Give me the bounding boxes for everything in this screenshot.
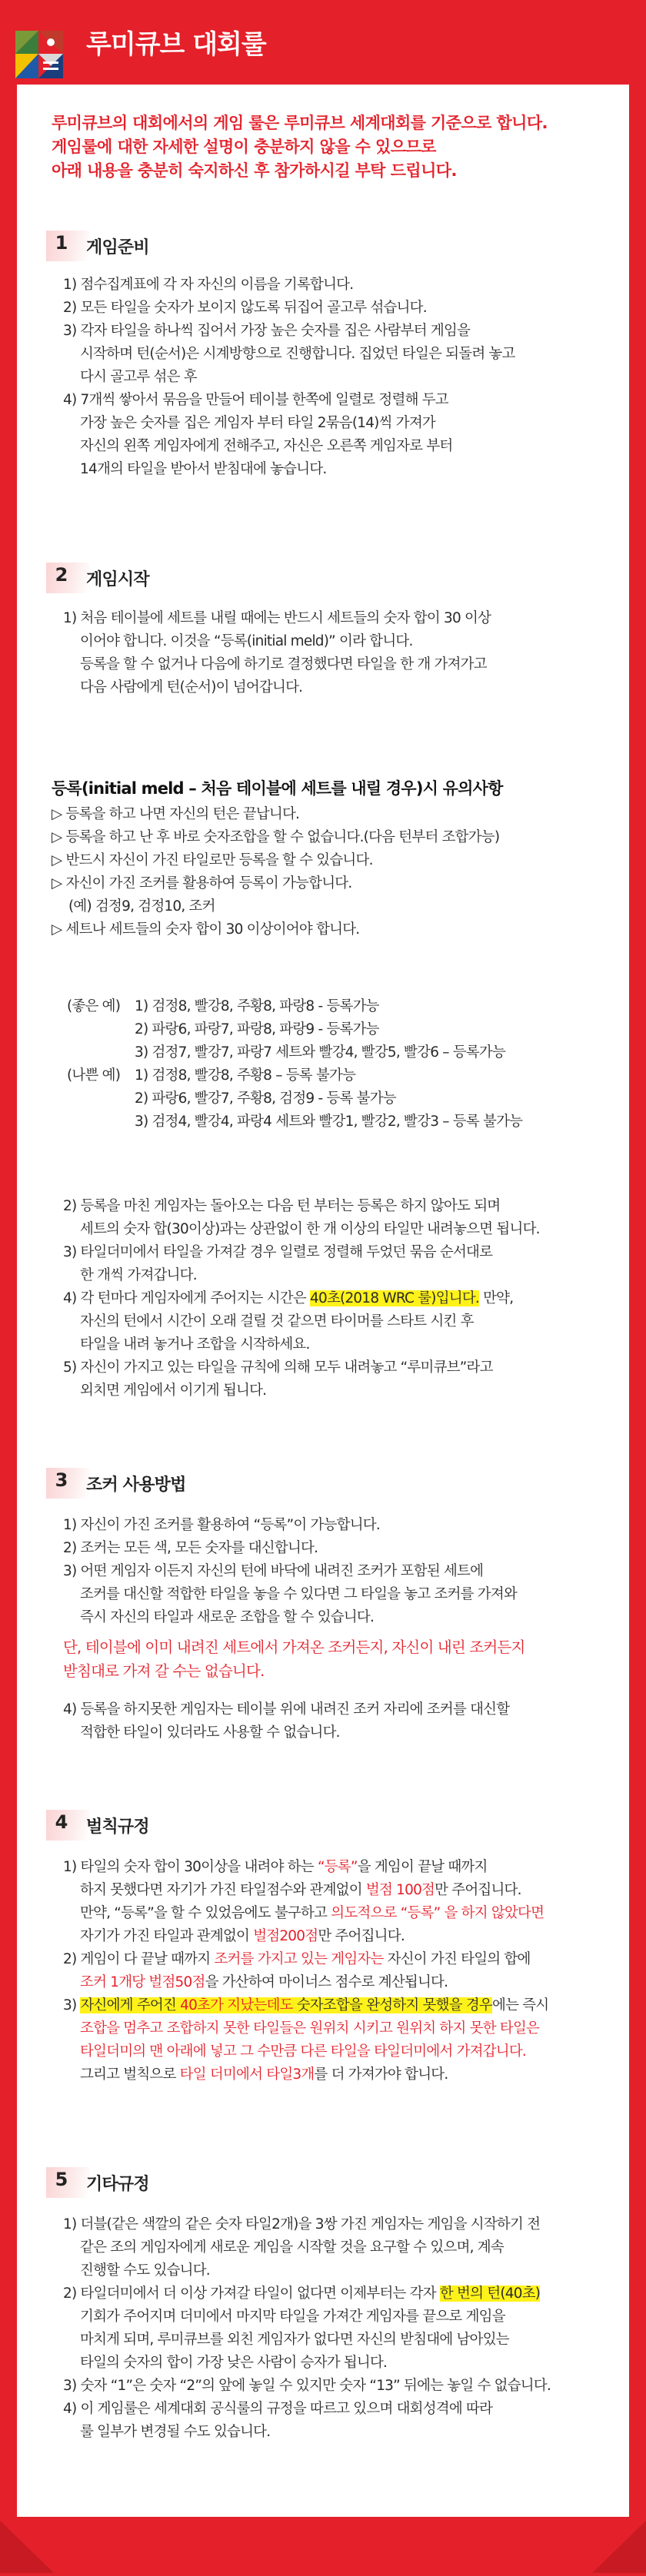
highlight-time-limit: 40초(2018 WRC 룰)입니다.	[310, 1290, 480, 1306]
meld-examples	[67, 995, 621, 1134]
section-number-badge: 5	[46, 2167, 89, 2198]
rule-line: 조합을 멈추고 조합하지 못한 타일들은 원위치 시키고 원위치 하지 못한 타일은	[80, 2020, 540, 2037]
header	[0, 0, 646, 85]
rule-line: 3) 숫자 “1”은 숫자 “2”의 앞에 놓일 수 있지만 숫자 “13” 뒤에는 놓일 수 없습니다.	[63, 2378, 551, 2394]
section-number-badge: 1	[46, 231, 89, 261]
rule-line: 4) 이 게임룰은 세계대회 공식룰의 규정을 따르고 있으며 대회성격에 따라	[63, 2401, 493, 2417]
rule-line: 5) 자신이 가지고 있는 타일을 규칙에 의해 모두 내려놓고 “루미큐브”라고	[63, 1359, 493, 1376]
example-row: (좋은 예) 1) 검정8, 빨강8, 주황8, 파랑8 - 등록가능	[67, 995, 621, 1018]
rule-line: 1) 더블(같은 색깔의 같은 숫자 타일2개)을 3쌍 가진 게임자는 게임을 시작하기 전	[63, 2216, 541, 2232]
rule-line: 2) 조커는 모든 색, 모든 숫자를 대신합니다.	[63, 1540, 318, 1556]
intro-line: 아래 내용을 충분히 숙지하신 후 참가하시길 부탁 드립니다.	[52, 161, 457, 180]
meld-notes-heading: 등록(initial meld – 처음 테이블에 세트를 내릴 경우)시 유의사항	[52, 779, 503, 798]
section-title: 조커 사용방법	[86, 1476, 186, 1495]
section-number-badge: 2	[46, 563, 89, 593]
section-3-body	[63, 1514, 617, 1629]
rule-line: 자기가 가진 타일과 관계없이 벌점200점만 주어집니다.	[80, 1928, 405, 1944]
meld-notes	[52, 803, 613, 941]
example-row: 3) 검정4, 빨강4, 파랑4 세트와 빨강1, 빨강2, 빨강3 – 등록 불가능	[135, 1114, 523, 1130]
note-line: ▷ 등록을 하고 나면 자신의 턴은 끝납니다.	[52, 806, 300, 822]
rule-line: 2) 타일더미에서 더 이상 가져갈 타일이 없다면 이제부터는 각자 한 번의 턴(40초)	[63, 2286, 541, 2302]
rule-line: 시작하며 턴(순서)은 시계방향으로 진행합니다. 집었던 타일은 되돌려 놓고	[80, 346, 515, 362]
content-panel	[17, 85, 629, 2517]
warning-line: 단, 테이블에 이미 내려진 세트에서 가져온 조커든지, 자신이 내린 조커든지	[63, 1638, 525, 1656]
rule-line: 적합한 타일이 있더라도 사용할 수 없습니다.	[80, 1725, 340, 1741]
note-line: (예) 검정9, 검정10, 조커	[68, 898, 215, 915]
rule-line: 룰 일부가 변경될 수도 있습니다.	[80, 2424, 271, 2440]
example-row: 3) 검정7, 빨강7, 파랑7 세트와 빨강4, 빨강5, 빨강6 – 등록가능	[135, 1044, 506, 1061]
section-title: 벌칙규정	[86, 1817, 149, 1837]
rule-line: 그리고 벌칙으로 타일 더미에서 타일3개를 더 가져가야 합니다.	[80, 2066, 448, 2083]
rule-line: 세트의 숫자 합(30이상)과는 상관없이 한 개 이상의 타일만 내려놓으면 됩니다.	[80, 1221, 540, 1237]
example-row: (나쁜 예) 1) 검정8, 빨강8, 주황8 – 등록 불가능	[67, 1064, 621, 1087]
rule-line: 4) 등록을 하지못한 게임자는 테이블 위에 내려진 조커 자리에 조커를 대신할	[63, 1701, 510, 1718]
example-row: 2) 파랑6, 파랑7, 파랑8, 파랑9 - 등록가능	[135, 1021, 379, 1037]
note-line: ▷ 자신이 가진 조커를 활용하여 등록이 가능합니다.	[52, 875, 352, 891]
intro-line: 게임룰에 대한 자세한 설명이 충분하지 않을 수 있으므로	[52, 138, 436, 156]
rule-line: 타일을 내려 놓거나 조합을 시작하세요.	[80, 1336, 310, 1353]
section-3-more	[63, 1698, 617, 1744]
section-title: 기타규정	[86, 2175, 149, 2194]
rule-line: 1) 자신이 가진 조커를 활용하여 “등록”이 가능합니다.	[63, 1517, 380, 1533]
rule-line: 4) 7개씩 쌓아서 묶음을 만들어 테이블 한쪽에 일렬로 정렬해 두고	[63, 392, 448, 408]
rule-line: 같은 조의 게임자에게 새로운 게임을 시작할 것을 요구할 수 있으며, 계속	[80, 2239, 504, 2256]
rule-line: 등록을 할 수 없거나 다음에 하기로 결정했다면 타일을 한 개 가져가고	[80, 656, 487, 672]
note-line: ▷ 세트나 세트들의 숫자 합이 30 이상이어야 합니다.	[52, 921, 360, 938]
rule-line: 진행할 수도 있습니다.	[80, 2262, 210, 2279]
section-1-body	[63, 274, 617, 481]
rule-line: 자신의 턴에서 시간이 오래 걸릴 것 같으면 타이머를 스타트 시킨 후	[80, 1313, 474, 1329]
rule-line: 4) 각 턴마다 게임자에게 주어지는 시간은 40초(2018 WRC 룰)입니다. 만약,	[63, 1290, 514, 1306]
rule-line: 하지 못했다면 자기가 가진 타일점수와 관계없이 벌점 100점만 주어집니다.	[80, 1882, 521, 1898]
intro-line: 루미큐브의 대회에서의 게임 룰은 루미큐브 세계대회를 기준으로 합니다.	[52, 114, 548, 132]
rule-line: 3) 각자 타일을 하나씩 집어서 가장 높은 숫자를 집은 사람부터 게임을	[63, 323, 471, 339]
note-line: ▷ 반드시 자신이 가진 타일로만 등록을 할 수 있습니다.	[52, 852, 373, 868]
section-5-body	[63, 2213, 617, 2444]
good-example-label: (좋은 예)	[67, 998, 121, 1014]
joker-warning	[63, 1635, 617, 1683]
rule-line: 타일의 숫자의 합이 가장 낮은 사람이 승자가 됩니다.	[80, 2355, 388, 2371]
example-row: 2) 파랑6, 빨강7, 주황8, 검정9 - 등록 불가능	[135, 1090, 396, 1107]
warning-line: 받침대로 가져 갈 수는 없습니다.	[63, 1662, 265, 1680]
flag-mosaic-icon	[15, 31, 63, 78]
rule-line: 다음 사람에게 턴(순서)이 넘어갑니다.	[80, 679, 303, 695]
section-number-badge: 3	[46, 1468, 89, 1499]
rule-line: 조커 1개당 벌점50점을 가산하여 마이너스 점수로 계산됩니다.	[80, 1974, 448, 1990]
section-2-more	[63, 1195, 617, 1403]
section-title: 게임준비	[86, 238, 149, 257]
note-line: ▷ 등록을 하고 난 후 바로 숫자조합을 할 수 없습니다.(다음 턴부터 조합가능)	[52, 829, 500, 845]
rule-line: 타일더미의 맨 아래에 넣고 그 수만큼 다른 타일을 타일더미에서 가져갑니다.	[80, 2043, 527, 2060]
page-title: 루미큐브 대회룰	[86, 29, 266, 60]
footer-decoration	[0, 2521, 646, 2573]
section-2-body	[63, 607, 617, 699]
section-4-body	[63, 1856, 617, 2086]
rule-line: 2) 게임이 다 끝날 때까지 조커를 가지고 있는 게임자는 자신이 가진 타일의 합에	[63, 1951, 531, 1967]
rule-line: 2) 모든 타일을 숫자가 보이지 않도록 뒤집어 골고루 섞습니다.	[63, 300, 427, 316]
section-title: 게임시작	[86, 570, 149, 589]
rule-line: 3) 타일더미에서 타일을 가져갈 경우 일렬로 정렬해 두었던 묶음 순서대로	[63, 1244, 493, 1260]
rule-line: 3) 자신에게 주어진 40초가 지났는데도 숫자조합을 완성하지 못했을 경우에는 즉시	[63, 1997, 549, 2013]
rule-line: 조커를 대신할 적합한 타일을 놓을 수 있다면 그 타일을 놓고 조커를 가져와	[80, 1586, 518, 1602]
rule-line: 마치게 되며, 루미큐브를 외친 게임자가 없다면 자신의 받침대에 남아있는	[80, 2332, 509, 2348]
rule-line: 기회가 주어지며 더미에서 마지막 타일을 가져간 게임자를 끝으로 게임을	[80, 2309, 505, 2325]
rule-line: 한 개씩 가져갑니다.	[80, 1267, 197, 1283]
rule-line: 다시 골고루 섞은 후	[80, 369, 197, 385]
rule-line: 14개의 타일을 받아서 받침대에 놓습니다.	[80, 461, 327, 477]
rule-line: 1) 타일의 숫자 합이 30이상을 내려야 하는 “등록”을 게임이 끝날 때까지	[63, 1859, 488, 1875]
rule-line: 이어야 합니다. 이것을 “등록(initial meld)” 이라 합니다.	[80, 633, 413, 649]
rule-line: 외치면 게임에서 이기게 됩니다.	[80, 1383, 267, 1399]
rule-line: 가장 높은 숫자를 집은 게임자 부터 타일 2묶음(14)씩 가져가	[80, 415, 435, 431]
rule-line: 3) 어떤 게임자 이든지 자신의 턴에 바닥에 내려진 조커가 포함된 세트에	[63, 1563, 484, 1579]
bad-example-label: (나쁜 예)	[67, 1067, 121, 1084]
rule-line: 1) 처음 테이블에 세트를 내릴 때에는 반드시 세트들의 숫자 합이 30 이상	[63, 610, 491, 626]
rule-line: 자신의 왼쪽 게임자에게 전해주고, 자신은 오른쪽 게임자로 부터	[80, 438, 453, 454]
rule-line: 2) 등록을 마친 게임자는 돌아오는 다음 턴 부터는 등록은 하지 않아도 되며	[63, 1198, 501, 1214]
intro-notice	[52, 111, 613, 183]
rule-line: 만약, “등록”을 할 수 있었음에도 불구하고 의도적으로 “등록” 을 하지 않았다면	[80, 1905, 544, 1921]
section-number-badge: 4	[46, 1810, 89, 1841]
rule-line: 즉시 자신의 타일과 새로운 조합을 할 수 있습니다.	[80, 1609, 375, 1625]
highlight-one-turn: 한 번의 턴(40초)	[439, 2286, 541, 2302]
rule-line: 1) 점수집계표에 각 자 자신의 이름을 기록합니다.	[63, 277, 354, 293]
